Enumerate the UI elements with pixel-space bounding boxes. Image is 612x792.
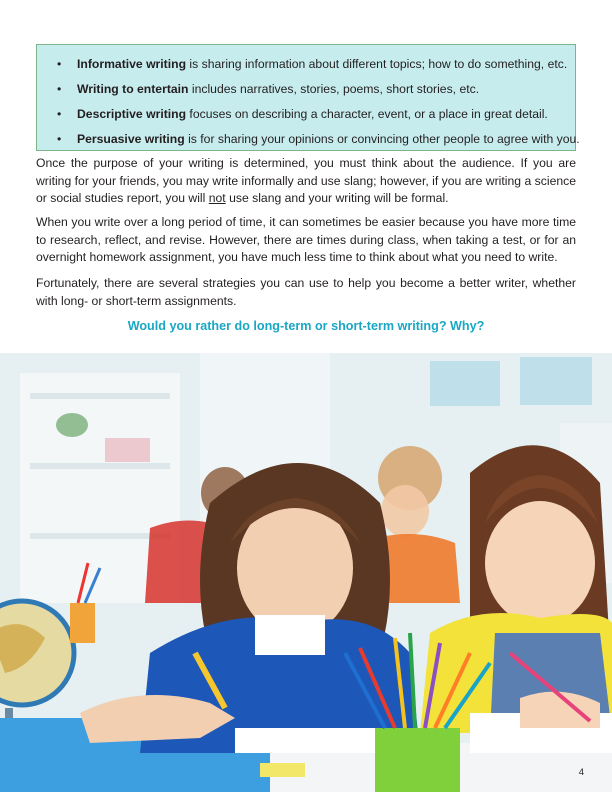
- bullet-term: Persuasive writing: [77, 132, 185, 146]
- bullet-term: Descriptive writing: [77, 107, 187, 121]
- writing-types-callout: [36, 44, 580, 151]
- strategies-paragraph: Fortunately, there are several strategies you can use to help you become a better writer, whether with long- or short-term assignments.: [36, 276, 576, 308]
- page-number: 4: [578, 767, 584, 778]
- bullet-icon: •: [57, 107, 62, 121]
- bullet-icon: •: [57, 132, 62, 146]
- bullet-description: is sharing information about different topics; how to do something, etc.: [186, 57, 568, 71]
- bullet-term: Writing to entertain: [77, 82, 189, 96]
- bullet-description: focuses on describing a character, event, or a place in great detail.: [186, 107, 548, 121]
- time-paragraph: When you write over a long period of time, it can sometimes be easier because you have more time to research, reflect, and revise. However, there are times during class, when taking a test, or for an overnight homework assignment, you have much less time to think about what you need to write.: [36, 215, 576, 265]
- emphasis-not: not: [208, 191, 226, 206]
- bullet-icon: •: [57, 57, 62, 71]
- children-writing-illustration: [0, 353, 612, 792]
- bullet-description: is for sharing your opinions or convincing other people to agree with you.: [184, 132, 580, 146]
- classroom-photo: [0, 353, 612, 792]
- reflection-question: Would you rather do long-term or short-term writing? Why?: [127, 319, 485, 333]
- bullet-term: Informative writing: [77, 57, 187, 71]
- audience-paragraph: Once the purpose of your writing is determined, you must think about the audience. If you are writing for your friends, you may write informally and use slang; however, if you are writing a science or social studies report, you will not use slang and your writing will be formal.: [36, 156, 576, 206]
- bullet-description: includes narratives, stories, poems, short stories, etc.: [188, 82, 480, 96]
- bullet-icon: •: [57, 82, 62, 96]
